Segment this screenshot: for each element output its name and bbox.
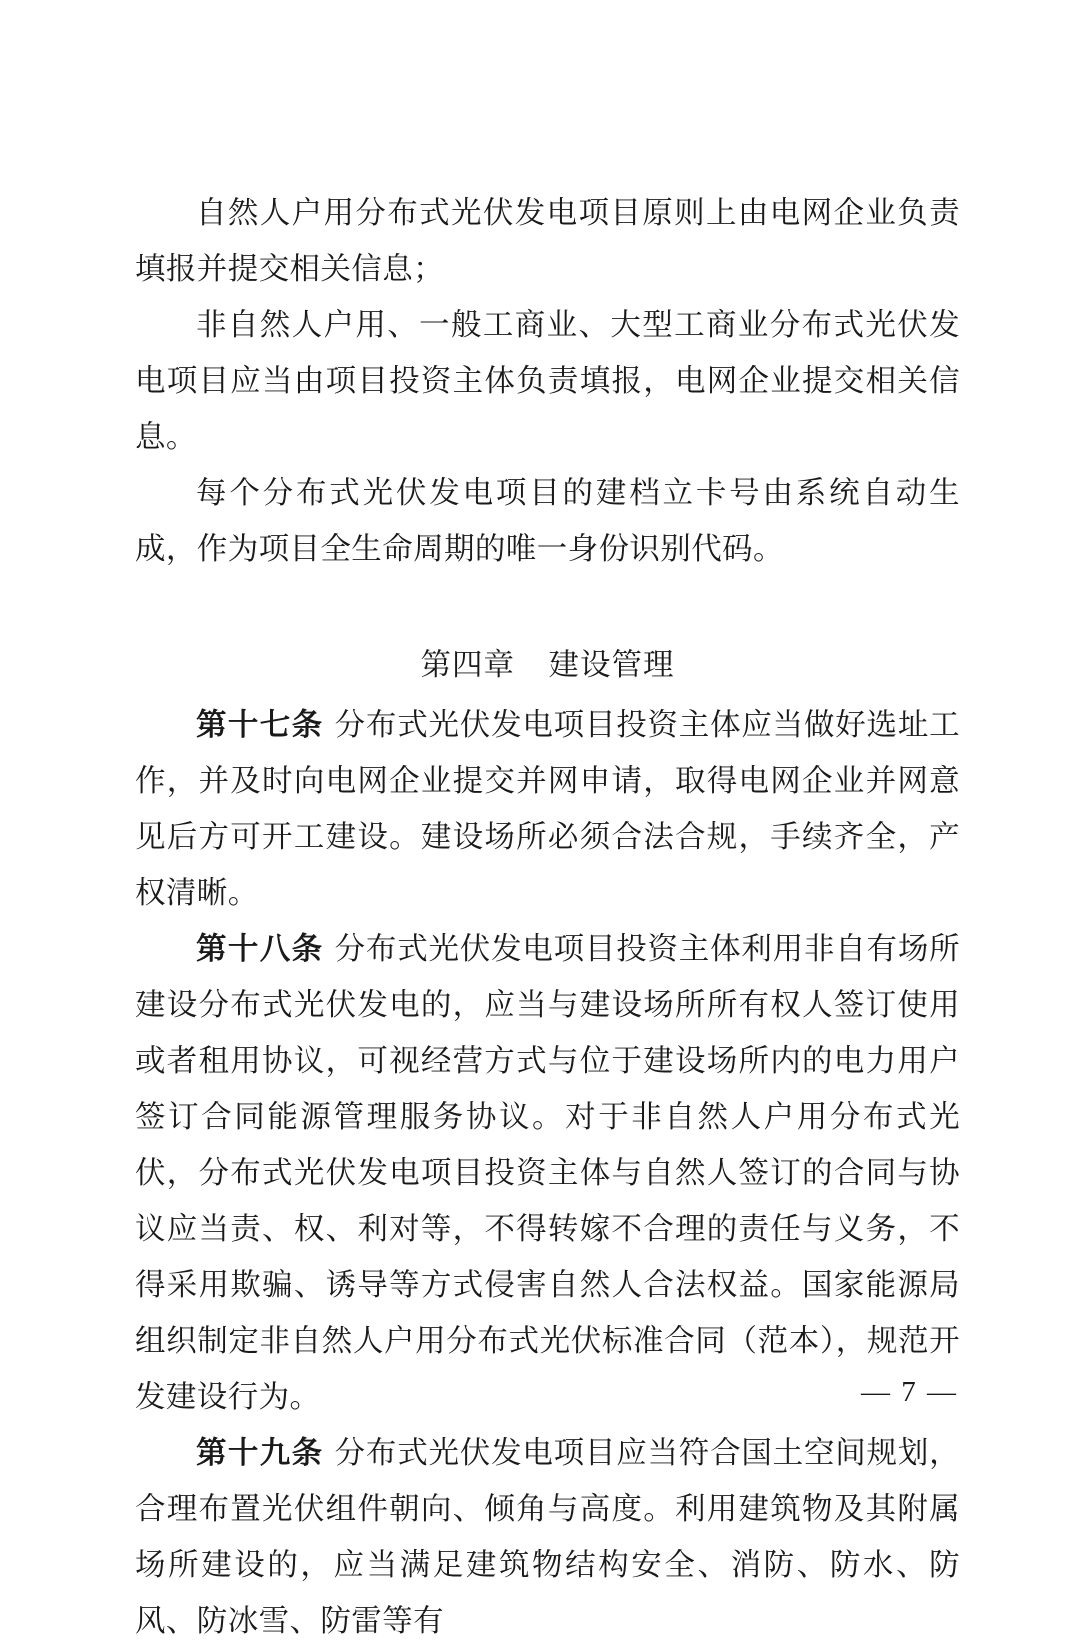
chapter-title: 建设管理 <box>548 648 675 682</box>
document-body <box>135 185 960 1649</box>
paragraph-1: 自然人户用分布式光伏发电项目原则上由电网企业负责填报并提交相关信息； <box>135 196 960 286</box>
article-17-text: 分布式光伏发电项目投资主体应当做好选址工作，并及时向电网企业提交并网申请，取得电网企业并网意见后方可开工建设。建设场所必须合法合规，手续齐全，产权清晰。 <box>135 708 961 910</box>
article-19 <box>135 1425 960 1649</box>
article-19-text: 分布式光伏发电项目应当符合国土空间规划，合理布置光伏组件朝向、倾角与高度。利用建筑物及其附属场所建设的，应当满足建筑物结构安全、消防、防水、防风、防冰雪、防雷等有 <box>135 1436 961 1638</box>
article-18-label: 第十八条 <box>196 932 324 966</box>
paragraph-2: 非自然人户用、一般工商业、大型工商业分布式光伏发电项目应当由项目投资主体负责填报，电网企业提交相关信息。 <box>135 308 960 454</box>
article-17 <box>135 697 960 921</box>
article-17-label: 第十七条 <box>196 708 324 742</box>
paragraph-3: 每个分布式光伏发电项目的建档立卡号由系统自动生成，作为项目全生命周期的唯一身份识别代码。 <box>135 476 960 566</box>
page-number: — 7 — <box>861 1376 958 1408</box>
chapter-number: 第四章 <box>420 648 515 682</box>
article-18 <box>135 921 960 1425</box>
article-19-label: 第十九条 <box>196 1436 324 1470</box>
article-18-text: 分布式光伏发电项目投资主体利用非自有场所建设分布式光伏发电的，应当与建设场所所有权人签订使用或者租用协议，可视经营方式与位于建设场所内的电力用户签订合同能源管理服务协议。对于非自然人户用分布式光伏，分布式光伏发电项目投资主体与自然人签订的合同与协议应当责、权、利对等，不得转嫁不合理的责任与义务，不得采用欺骗、诱导等方式侵害自然人合法权益。国家能源局组织制定非自然人户用分布式光伏标准合同（范本），规范开发建设行为。 <box>135 932 961 1414</box>
chapter-heading <box>135 577 960 697</box>
